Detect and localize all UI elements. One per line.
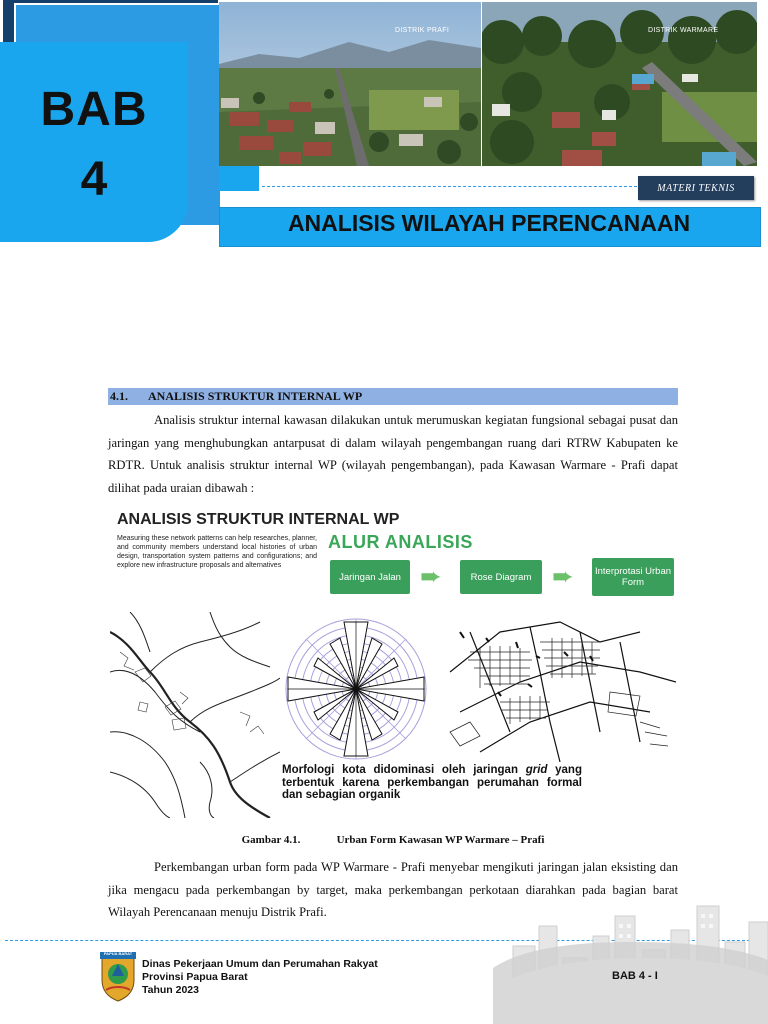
section-title: ANALISIS STRUKTUR INTERNAL WP <box>148 389 363 403</box>
figure-caption <box>108 834 678 846</box>
chapter-number: 4 <box>80 153 108 206</box>
caption-label: Gambar 4.1. <box>241 834 301 846</box>
urban-form-figure <box>110 506 676 818</box>
conclusion-emphasis: grid <box>525 764 548 776</box>
figure-conclusion <box>282 764 582 802</box>
flow-step-rose-diagram: Rose Diagram <box>460 560 542 594</box>
alur-analisis-title: ALUR ANALISIS <box>328 532 473 552</box>
rose-diagram <box>278 614 434 764</box>
city-skyline-decoration <box>493 886 768 1024</box>
figure-heading: ANALISIS STRUKTUR INTERNAL WP <box>117 511 400 528</box>
flow-arrow-icon: ➨ <box>552 562 574 591</box>
intro-paragraph: Analisis struktur internal kawasan dilakukan untuk merumuskan kegiatan fungsional sebagai pusat dan jaringan yang menghubungkan antarpusat di dalam wilayah pengembangan ruang dari RTRW Kabupaten ke RDTR. Untuk analisis struktur internal WP (wilayah pengembangan), pada Kawasan Warmare - Prafi dapat dilihat pada uraian dibawah : <box>108 413 678 495</box>
figure-description: Measuring these network patterns can help researches, planner, and community members understand local histories of urban design, transportation system patterns and configurations; and explore new infrastructure proposals and alternatives <box>117 535 317 569</box>
header-photo-prafi <box>219 2 481 166</box>
flow-arrow-icon: ➨ <box>420 562 442 591</box>
closing-paragraph: Perkembangan urban form pada WP Warmare - Prafi menyebar mengikuti jaringan jalan eksisting dan jika mengacu pada perkembangan by target, maka perkembangan perkotaan diarahkan pada bagian barat Wilayah Perencanaan menuju Distrik Prafi. <box>108 860 678 919</box>
section-number: 4.1. <box>110 389 128 403</box>
chapter-label: BAB <box>40 83 148 136</box>
footer-line-2: Provinsi Papua Barat <box>142 971 248 983</box>
conclusion-pre: Morfologi kota didominasi oleh jaringan <box>282 764 526 776</box>
footer-line-3: Tahun 2023 <box>142 984 199 996</box>
road-network-map <box>110 612 280 818</box>
chapter-tab-front <box>0 42 188 242</box>
conclusion-post: yang terbentuk karena perkembangan perumahan formal dan sebagian organik <box>282 764 582 801</box>
flow-step-interpretasi: Interprotasi Urban Form <box>592 558 674 596</box>
logo-banner-text: PAPUA BARAT <box>103 951 133 956</box>
materi-teknis-badge: MATERI TEKNIS <box>638 176 754 200</box>
chapter-title: ANALISIS WILAYAH PERENCANAAN <box>287 210 691 236</box>
papua-barat-logo <box>98 950 138 1002</box>
page-number: BAB 4 - I <box>612 970 658 982</box>
footer-line-1: Dinas Pekerjaan Umum dan Perumahan Rakyat <box>142 958 378 970</box>
flow-step-jaringan-jalan: Jaringan Jalan <box>330 560 410 594</box>
photo-caption-warmare: DISTRIK WARMARE <box>648 27 719 34</box>
header-divider <box>262 186 637 187</box>
caption-text: Urban Form Kawasan WP Warmare – Prafi <box>336 834 545 846</box>
urban-grid-map <box>440 612 676 762</box>
header-photo-warmare <box>482 2 757 166</box>
photo-caption-prafi: DISTRIK PRAFI <box>395 27 450 34</box>
title-band-accent <box>219 166 259 191</box>
footer-institution <box>142 958 378 997</box>
